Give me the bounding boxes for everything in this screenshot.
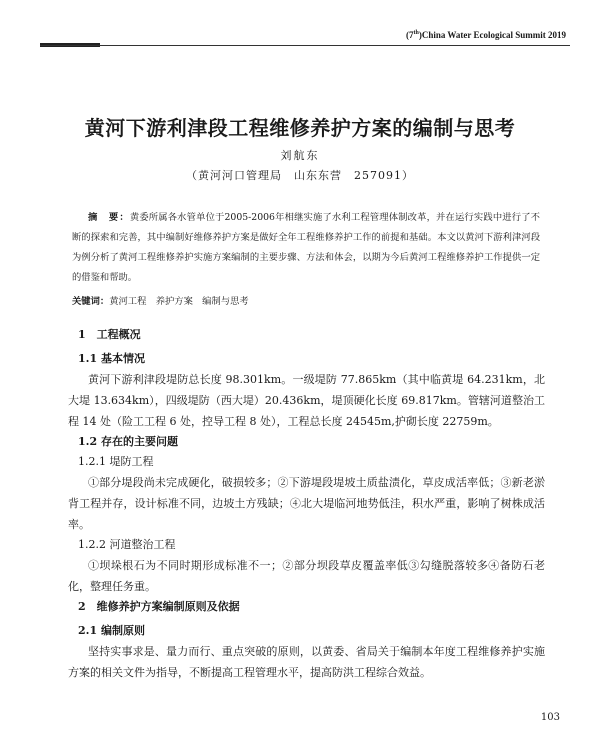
page-number: 103: [540, 712, 560, 723]
paper-title: 黄河下游利津段工程维修养护方案的编制与思考: [84, 116, 516, 140]
body-text: [68, 325, 545, 683]
running-header: (7th)China Water Ecological Summit 2019: [405, 30, 566, 40]
paragraph-3: ①坝垛根石为不同时期形成标准不一；②部分坝段草皮覆盖率低③勾缝脱落较多④备防石老化，整理任务重。: [68, 559, 545, 593]
subsubsection-heading-1-2-2: 1.2.2 河道整治工程: [78, 538, 176, 551]
subsection-heading-2-1: 2.1 编制原则: [78, 624, 145, 637]
abstract-label: 摘 要：: [88, 212, 130, 223]
paragraph-2: ①部分堤段尚未完成硬化，破损较多；②下游堤段堤坡土质盐渍化，草皮成活率低；③新老淤背工程并存，设计标准不同，边坡土方残缺；④北大堤临河地势低洼，积水严重，影响了树株成活率。: [68, 476, 545, 531]
abstract: [72, 208, 540, 288]
abstract-text: 黄委所属各水管单位于2005-2006年相继实施了水利工程管理体制改革，并在运行实践中进行了不断的探索和完善，其中编制好维修养护方案是做好全年工程维修养护工作的前提和基础。本文以黄河下游利津河段为例分析了黄河工程维修养护实施方案编制的主要步骤、方法和体会，以期为今后黄河工程维修养护工作提供一定的借鉴和帮助。: [72, 212, 540, 283]
keywords-label: 关键词：: [72, 296, 110, 307]
subsection-heading-1-2: 1.2 存在的主要问题: [78, 435, 178, 448]
section-heading-2: 2 维修养护方案编制原则及依据: [78, 600, 240, 613]
keywords: [72, 293, 540, 307]
author: 刘航东: [280, 149, 320, 162]
header-rule: [40, 45, 570, 46]
subsection-heading-1-1: 1.1 基本情况: [78, 352, 145, 365]
section-heading-1: 1 工程概况: [78, 328, 141, 341]
paragraph-4: 坚持实事求是、量力而行、重点突破的原则，以黄委、省局关于编制本年度工程维修养护实施方案的相关文件为指导，不断提高工程管理水平，提高防洪工程综合效益。: [68, 645, 545, 679]
subsubsection-heading-1-2-1: 1.2.1 堤防工程: [78, 455, 154, 468]
keywords-text: 黄河工程 养护方案 编制与思考: [109, 296, 249, 307]
affiliation: （黄河河口管理局 山东东营 257091）: [186, 169, 414, 182]
paragraph-1: 黄河下游利津段堤防总长度 98.301km。一级堤防 77.865km（其中临黄堤 64.231km，北大堤 13.634km），四级堤防（西大堤）20.436km，堤顶硬化长度 69.817km。管辖河道整治工程 14 处（险工工程 6 处，控导工程 8 处），工程总长度 24545m,护砌长度 22759m。: [68, 373, 545, 428]
